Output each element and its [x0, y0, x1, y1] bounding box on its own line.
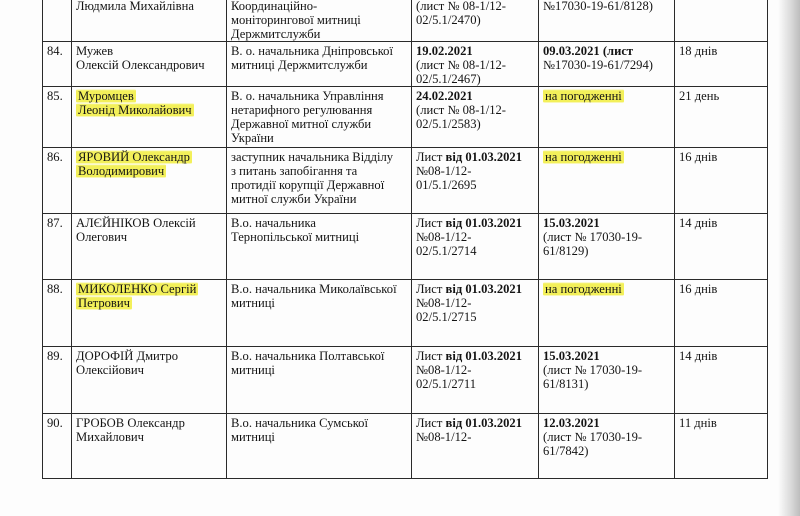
request-letter: Лист від 01.03.2021 №08-1/12- 02/5.1/2714 [412, 214, 539, 280]
status-highlight: на погодженні [545, 89, 622, 103]
official-name: Людмила Михайлівна [72, 0, 227, 42]
request-letter: Лист від 01.03.2021 №08-1/12- 02/5.1/2715 [412, 280, 539, 347]
response-letter: №17030-19-61/8128) [539, 0, 675, 42]
response-letter [539, 148, 675, 214]
row-number: 86. [43, 148, 72, 214]
highlighted-text: Муромцев [78, 89, 134, 103]
official-position: В.о. начальника Миколаївської митниці [227, 280, 412, 347]
table-row [43, 214, 768, 280]
response-term: 14 днів [675, 347, 768, 414]
official-name: ГРОБОВ Олександр Михайлович [72, 414, 227, 479]
official-name [72, 87, 227, 148]
request-letter: Лист від 01.03.2021 №08-1/12- [412, 414, 539, 479]
response-letter [539, 87, 675, 148]
official-position: Координаційно- моніторингової митниці Держмитслужби [227, 0, 412, 42]
response-term [675, 0, 768, 42]
highlighted-text: Леонід Миколайович [78, 103, 192, 117]
highlighted-text: Петрович [78, 296, 130, 310]
official-name [72, 148, 227, 214]
official-name: ДОРОФІЙ Дмитро Олексійович [72, 347, 227, 414]
official-position: В.о. начальника Тернопільської митниці [227, 214, 412, 280]
page-shadow-edge [778, 0, 800, 516]
highlighted-text: МИКОЛЕНКО Сергій [78, 282, 197, 296]
table-row [43, 0, 768, 42]
response-letter: 15.03.2021 (лист № 17030-19- 61/8131) [539, 347, 675, 414]
official-position: В. о. начальника Управління нетарифного регулювання Державної митної служби України [227, 87, 412, 148]
official-position: заступник начальника Відділу з питань запобігання та протидії корупції Державної митної служби України [227, 148, 412, 214]
row-number: 85. [43, 87, 72, 148]
row-number: 89. [43, 347, 72, 414]
request-letter: 19.02.2021 (лист № 08-1/12- 02/5.1/2467) [412, 42, 539, 87]
row-number: 84. [43, 42, 72, 87]
row-number: 90. [43, 414, 72, 479]
request-letter: 24.02.2021 (лист № 08-1/12- 02/5.1/2583) [412, 87, 539, 148]
official-position: В.о. начальника Полтавської митниці [227, 347, 412, 414]
personnel-table [42, 0, 768, 479]
official-position: В. о. начальника Дніпровської митниці Держмитслужби [227, 42, 412, 87]
row-number [43, 0, 72, 42]
row-number: 87. [43, 214, 72, 280]
request-letter: Лист від 01.03.2021 №08-1/12- 02/5.1/2711 [412, 347, 539, 414]
highlighted-text: Володимирович [78, 164, 165, 178]
status-highlight: на погодженні [545, 150, 622, 164]
table-row [43, 87, 768, 148]
table-row [43, 280, 768, 347]
row-number: 88. [43, 280, 72, 347]
response-letter: 15.03.2021 (лист № 17030-19- 61/8129) [539, 214, 675, 280]
response-term: 16 днів [675, 280, 768, 347]
table-row [43, 148, 768, 214]
official-name [72, 280, 227, 347]
response-term: 14 днів [675, 214, 768, 280]
response-letter: 09.03.2021 (лист №17030-19-61/7294) [539, 42, 675, 87]
response-term: 18 днів [675, 42, 768, 87]
request-letter: Лист від 01.03.2021 №08-1/12- 01/5.1/2695 [412, 148, 539, 214]
request-letter: (лист № 08-1/12- 02/5.1/2470) [412, 0, 539, 42]
highlighted-text: ЯРОВИЙ Олександр [78, 150, 190, 164]
official-name: АЛЄЙНІКОВ Олексій Олегович [72, 214, 227, 280]
table-row [43, 347, 768, 414]
response-term: 16 днів [675, 148, 768, 214]
response-term: 21 день [675, 87, 768, 148]
response-term: 11 днів [675, 414, 768, 479]
table-row [43, 42, 768, 87]
status-highlight: на погодженні [545, 282, 622, 296]
response-letter [539, 280, 675, 347]
official-name: Мужев Олексій Олександрович [72, 42, 227, 87]
table-row [43, 414, 768, 479]
official-position: В.о. начальника Сумської митниці [227, 414, 412, 479]
response-letter: 12.03.2021 (лист № 17030-19- 61/7842) [539, 414, 675, 479]
